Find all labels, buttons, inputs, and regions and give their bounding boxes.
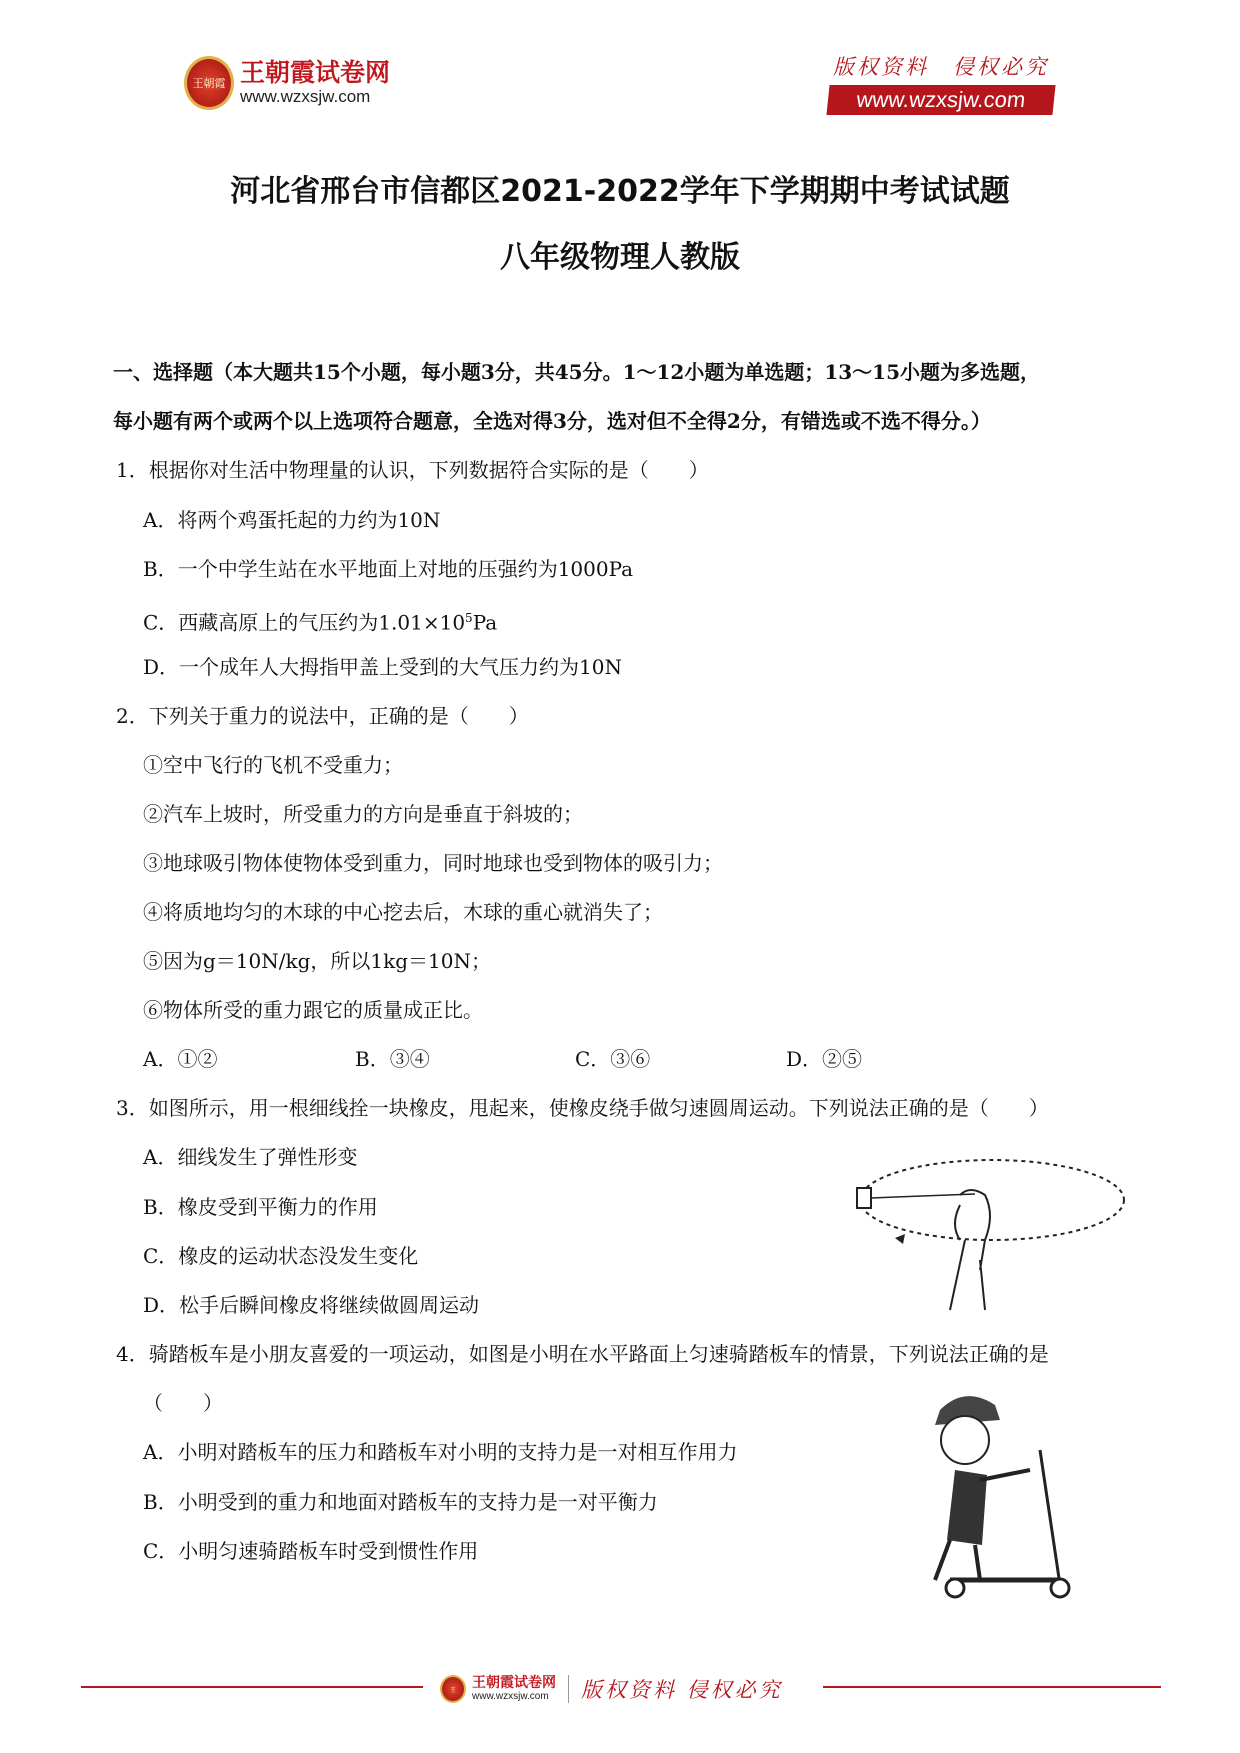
- q2-stem: 2．下列关于重力的说法中，正确的是（ ）: [116, 704, 529, 728]
- q1-option-a: A．将两个鸡蛋托起的力约为10N: [143, 508, 441, 532]
- copyright-banner: [828, 51, 1054, 115]
- site-logo: [184, 56, 390, 110]
- footer-divider: [81, 1686, 423, 1688]
- q4-option-a: A．小明对踏板车的压力和踏板车对小明的支持力是一对相互作用力: [143, 1440, 738, 1464]
- page-subtitle: 八年级物理人教版: [500, 240, 740, 275]
- q2-item: ⑥物体所受的重力跟它的质量成正比。: [143, 998, 483, 1022]
- q1-option-c-text: C．西藏高原上的气压约为1.01×10: [143, 610, 466, 635]
- q1-stem: 1．根据你对生活中物理量的认识，下列数据符合实际的是（ ）: [116, 458, 709, 482]
- q3-option-b: B．橡皮受到平衡力的作用: [143, 1195, 378, 1219]
- q3-option-d: D．松手后瞬间橡皮将继续做圆周运动: [143, 1293, 480, 1317]
- q2-option-d: D．②⑤: [786, 1047, 863, 1071]
- q4-option-b: B．小明受到的重力和地面对踏板车的支持力是一对平衡力: [143, 1490, 658, 1514]
- q1-option-b: B．一个中学生站在水平地面上对地的压强约为1000Pa: [143, 557, 634, 581]
- q2-option-a: A．①②: [143, 1047, 218, 1071]
- scooter-boy-figure: [910, 1390, 1085, 1602]
- copyright-text: 版权资料 侵权必究: [833, 55, 1049, 79]
- q3-option-c: C．橡皮的运动状态没发生变化: [143, 1244, 419, 1268]
- q2-option-c: C．③⑥: [575, 1047, 651, 1071]
- q2-item: ①空中飞行的飞机不受重力；: [143, 753, 403, 777]
- footer-url: www.wzxsjw.com: [472, 1691, 549, 1702]
- q2-item: ②汽车上坡时，所受重力的方向是垂直于斜坡的；: [143, 802, 583, 826]
- footer-divider: [823, 1686, 1161, 1688]
- q1-option-c-unit: Pa: [472, 610, 498, 635]
- q2-option-b: B．③④: [355, 1047, 430, 1071]
- page-title: 河北省邢台市信都区2021-2022学年下学期期中考试试题: [230, 174, 1010, 209]
- q4-paren: （ ）: [143, 1391, 223, 1415]
- section-heading-cont: 每小题有两个或两个以上选项符合题意，全选对得3分，选对但不全得2分，有错选或不选不得分。）: [113, 409, 991, 433]
- q4-option-c: C．小明匀速骑踏板车时受到惯性作用: [143, 1539, 479, 1563]
- q1-option-d: D．一个成年人大拇指甲盖上受到的大气压力约为10N: [143, 655, 622, 679]
- section-heading: 一、选择题（本大题共15个小题，每小题3分，共45分。1～12小题为单选题；13～15小题为多选题，: [113, 360, 1040, 384]
- q2-item: ③地球吸引物体使物体受到重力，同时地球也受到物体的吸引力；: [143, 851, 723, 875]
- copyright-url: www.wzxsjw.com: [826, 85, 1055, 115]
- brand-url: www.wzxsjw.com: [240, 87, 371, 106]
- q1-option-c: [143, 606, 497, 635]
- footer-copyright: 版权资料 侵权必究: [581, 1678, 783, 1702]
- q3-option-a: A．细线发生了弹性形变: [143, 1145, 358, 1169]
- q3-stem: 3．如图所示，用一根细线拴一块橡皮，甩起来，使橡皮绕手做匀速圆周运动。下列说法正确的是（ ）: [116, 1096, 1049, 1120]
- q1-option-c-exp: 5: [465, 611, 473, 625]
- q2-item: ⑤因为g＝10N/kg，所以1kg＝10N；: [143, 949, 492, 973]
- footer-logo-icon: 王: [440, 1675, 466, 1703]
- q4-stem: 4．骑踏板车是小朋友喜爱的一项运动，如图是小明在水平路面上匀速骑踏板车的情景，下列说法正确的是: [116, 1342, 1049, 1366]
- brand-name: 王朝霞试卷网: [240, 58, 391, 87]
- q2-item: ④将质地均匀的木球的中心挖去后，木球的重心就消失了；: [143, 900, 663, 924]
- eraser-circular-motion-figure: [855, 1150, 1130, 1315]
- footer-brand: 王朝霞试卷网: [472, 1675, 556, 1691]
- logo-badge-icon: 王朝霞: [184, 56, 234, 110]
